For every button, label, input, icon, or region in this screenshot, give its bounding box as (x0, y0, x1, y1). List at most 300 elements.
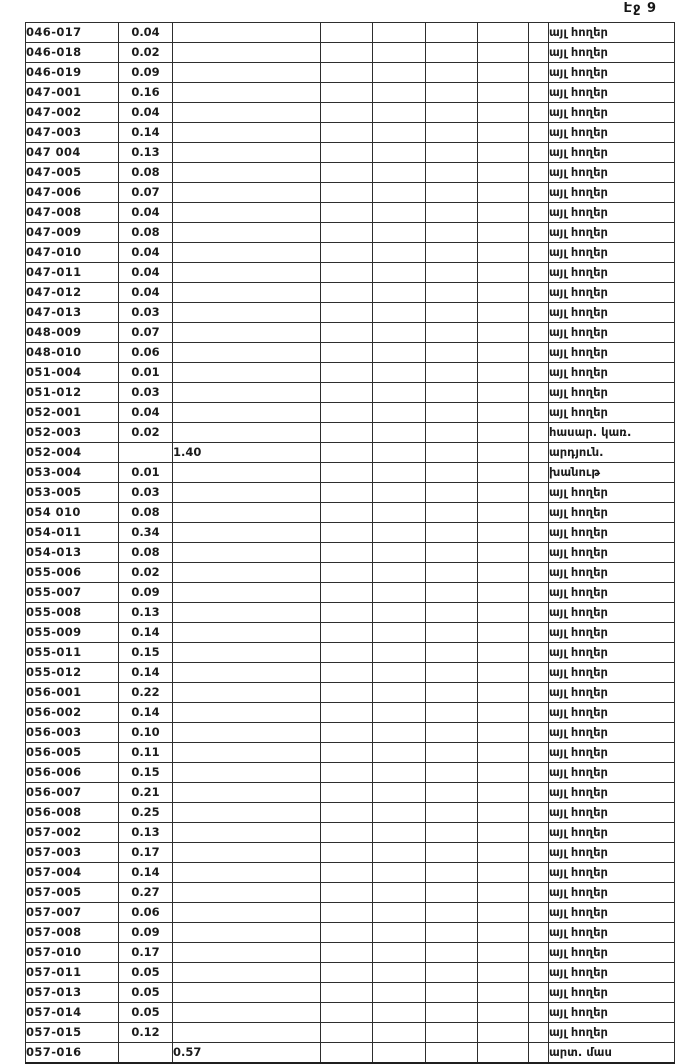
parcel-code-cell: 057-008 (26, 923, 119, 943)
table-row (26, 863, 675, 883)
area2-value-cell (173, 503, 321, 523)
empty-cell (426, 63, 478, 83)
empty-cell (321, 323, 373, 343)
area2-value-cell (173, 43, 321, 63)
empty-cell (321, 983, 373, 1003)
empty-cell (478, 203, 529, 223)
area2-value-cell (173, 463, 321, 483)
empty-cell (478, 463, 529, 483)
empty-cell (478, 23, 529, 43)
empty-cell (478, 283, 529, 303)
empty-cell (478, 623, 529, 643)
empty-cell (373, 623, 426, 643)
area2-value-cell (173, 1003, 321, 1023)
land-use-cell: այլ հողեր (549, 663, 675, 683)
empty-cell (529, 503, 549, 523)
empty-cell (426, 603, 478, 623)
empty-cell (529, 923, 549, 943)
land-use-cell: այլ հողեր (549, 563, 675, 583)
empty-cell (321, 643, 373, 663)
land-use-cell: այլ հողեր (549, 963, 675, 983)
parcel-code-cell: 047-010 (26, 243, 119, 263)
empty-cell (321, 803, 373, 823)
parcel-code-cell: 048-009 (26, 323, 119, 343)
area2-value-cell (173, 163, 321, 183)
empty-cell (373, 923, 426, 943)
empty-cell (373, 43, 426, 63)
empty-cell (478, 523, 529, 543)
area2-value-cell (173, 183, 321, 203)
land-use-cell: այլ հողեր (549, 523, 675, 543)
area2-value-cell (173, 823, 321, 843)
area2-value-cell (173, 123, 321, 143)
area2-value-cell (173, 363, 321, 383)
land-use-cell: այլ հողեր (549, 583, 675, 603)
empty-cell (373, 763, 426, 783)
table-row (26, 803, 675, 823)
empty-cell (426, 143, 478, 163)
area-value-cell: 0.15 (119, 763, 173, 783)
area2-value-cell (173, 283, 321, 303)
area2-value-cell (173, 603, 321, 623)
area2-value-cell (173, 623, 321, 643)
empty-cell (321, 683, 373, 703)
empty-cell (373, 23, 426, 43)
empty-cell (478, 903, 529, 923)
land-use-cell: այլ հողեր (549, 543, 675, 563)
area2-value-cell (173, 883, 321, 903)
area-value-cell: 0.25 (119, 803, 173, 823)
table-row (26, 163, 675, 183)
empty-cell (321, 743, 373, 763)
table-row (26, 823, 675, 843)
empty-cell (321, 483, 373, 503)
empty-cell (373, 343, 426, 363)
empty-cell (373, 583, 426, 603)
land-use-cell: այլ հողեր (549, 843, 675, 863)
empty-cell (426, 863, 478, 883)
area2-value-cell (173, 303, 321, 323)
table-row (26, 463, 675, 483)
table-row (26, 243, 675, 263)
empty-cell (373, 143, 426, 163)
empty-cell (373, 563, 426, 583)
empty-cell (321, 243, 373, 263)
table-row (26, 603, 675, 623)
table-row (26, 43, 675, 63)
empty-cell (478, 683, 529, 703)
land-use-cell: այլ հողեր (549, 783, 675, 803)
area-value-cell (119, 443, 173, 463)
empty-cell (373, 903, 426, 923)
land-use-cell: արտ. մաս (549, 1043, 675, 1064)
empty-cell (321, 1023, 373, 1043)
table-row (26, 643, 675, 663)
empty-cell (426, 723, 478, 743)
empty-cell (426, 643, 478, 663)
land-use-cell: այլ հողեր (549, 223, 675, 243)
empty-cell (529, 543, 549, 563)
empty-cell (426, 283, 478, 303)
area2-value-cell: 1.40 (173, 443, 321, 463)
land-use-cell: այլ հողեր (549, 323, 675, 343)
empty-cell (426, 23, 478, 43)
parcel-code-cell: 056-008 (26, 803, 119, 823)
empty-cell (478, 703, 529, 723)
parcel-code-cell: 057-011 (26, 963, 119, 983)
empty-cell (426, 963, 478, 983)
empty-cell (529, 123, 549, 143)
empty-cell (426, 943, 478, 963)
empty-cell (478, 303, 529, 323)
land-use-cell: այլ հողեր (549, 103, 675, 123)
table-row (26, 303, 675, 323)
area-value-cell: 0.34 (119, 523, 173, 543)
empty-cell (321, 523, 373, 543)
area-value-cell: 0.14 (119, 663, 173, 683)
table-row (26, 663, 675, 683)
empty-cell (321, 703, 373, 723)
area2-value-cell (173, 643, 321, 663)
area2-value-cell (173, 543, 321, 563)
parcel-code-cell: 047-003 (26, 123, 119, 143)
parcel-code-cell: 052-004 (26, 443, 119, 463)
empty-cell (321, 143, 373, 163)
empty-cell (373, 543, 426, 563)
table-row (26, 63, 675, 83)
area-value-cell: 0.08 (119, 503, 173, 523)
empty-cell (321, 1043, 373, 1064)
empty-cell (478, 483, 529, 503)
land-use-cell: այլ հողեր (549, 863, 675, 883)
empty-cell (478, 1003, 529, 1023)
area-value-cell: 0.05 (119, 1003, 173, 1023)
area-value-cell: 0.06 (119, 903, 173, 923)
empty-cell (478, 123, 529, 143)
empty-cell (426, 503, 478, 523)
table-row (26, 363, 675, 383)
empty-cell (321, 843, 373, 863)
area2-value-cell (173, 343, 321, 363)
empty-cell (321, 83, 373, 103)
parcel-code-cell: 055-012 (26, 663, 119, 683)
empty-cell (321, 203, 373, 223)
land-use-cell: այլ հողեր (549, 503, 675, 523)
empty-cell (321, 1003, 373, 1023)
table-row (26, 943, 675, 963)
empty-cell (373, 743, 426, 763)
empty-cell (373, 1003, 426, 1023)
parcel-code-cell: 055-008 (26, 603, 119, 623)
empty-cell (321, 363, 373, 383)
land-use-cell: այլ հողեր (549, 283, 675, 303)
empty-cell (529, 603, 549, 623)
empty-cell (478, 343, 529, 363)
empty-cell (373, 683, 426, 703)
parcel-code-cell: 047-001 (26, 83, 119, 103)
empty-cell (478, 243, 529, 263)
empty-cell (321, 443, 373, 463)
table-row (26, 1043, 675, 1064)
parcel-code-cell: 046-018 (26, 43, 119, 63)
parcel-code-cell: 057-015 (26, 1023, 119, 1043)
area-value-cell: 0.13 (119, 823, 173, 843)
empty-cell (529, 463, 549, 483)
table-row (26, 403, 675, 423)
empty-cell (426, 363, 478, 383)
area2-value-cell (173, 923, 321, 943)
empty-cell (478, 43, 529, 63)
area-value-cell: 0.03 (119, 383, 173, 403)
parcel-code-cell: 052-001 (26, 403, 119, 423)
empty-cell (478, 663, 529, 683)
table-row (26, 283, 675, 303)
area2-value-cell (173, 203, 321, 223)
parcel-code-cell: 047-005 (26, 163, 119, 183)
empty-cell (478, 603, 529, 623)
empty-cell (478, 743, 529, 763)
land-use-cell: այլ հողեր (549, 63, 675, 83)
empty-cell (373, 723, 426, 743)
table-row (26, 743, 675, 763)
empty-cell (426, 543, 478, 563)
empty-cell (321, 763, 373, 783)
area2-value-cell (173, 243, 321, 263)
area-value-cell: 0.03 (119, 483, 173, 503)
land-use-cell: այլ հողեր (549, 643, 675, 663)
empty-cell (321, 463, 373, 483)
land-use-cell: այլ հողեր (549, 823, 675, 843)
parcel-code-cell: 047-012 (26, 283, 119, 303)
empty-cell (373, 943, 426, 963)
empty-cell (426, 903, 478, 923)
empty-cell (478, 163, 529, 183)
empty-cell (373, 383, 426, 403)
empty-cell (529, 643, 549, 663)
area-value-cell: 0.21 (119, 783, 173, 803)
land-parcels-table (25, 22, 675, 1064)
empty-cell (373, 283, 426, 303)
empty-cell (321, 383, 373, 403)
land-use-cell: այլ հողեր (549, 83, 675, 103)
empty-cell (478, 643, 529, 663)
land-use-cell: այլ հողեր (549, 163, 675, 183)
area2-value-cell (173, 83, 321, 103)
empty-cell (529, 303, 549, 323)
land-use-cell: այլ հողեր (549, 383, 675, 403)
table-row (26, 1023, 675, 1043)
empty-cell (426, 583, 478, 603)
empty-cell (478, 263, 529, 283)
area2-value-cell (173, 803, 321, 823)
empty-cell (426, 623, 478, 643)
area-value-cell: 0.12 (119, 1023, 173, 1043)
empty-cell (478, 863, 529, 883)
land-use-cell: այլ հողեր (549, 883, 675, 903)
empty-cell (529, 443, 549, 463)
empty-cell (373, 303, 426, 323)
empty-cell (373, 243, 426, 263)
parcel-code-cell: 055-006 (26, 563, 119, 583)
table-row (26, 723, 675, 743)
area2-value-cell (173, 903, 321, 923)
land-use-cell: այլ հողեր (549, 723, 675, 743)
empty-cell (529, 863, 549, 883)
parcel-code-cell: 057-004 (26, 863, 119, 883)
area2-value-cell (173, 983, 321, 1003)
land-use-cell: այլ հողեր (549, 703, 675, 723)
empty-cell (529, 1043, 549, 1064)
empty-cell (373, 443, 426, 463)
area2-value-cell (173, 663, 321, 683)
area2-value-cell (173, 323, 321, 343)
empty-cell (373, 963, 426, 983)
empty-cell (478, 763, 529, 783)
empty-cell (529, 783, 549, 803)
empty-cell (373, 83, 426, 103)
empty-cell (321, 343, 373, 363)
parcel-code-cell: 046-019 (26, 63, 119, 83)
empty-cell (529, 143, 549, 163)
parcel-code-cell: 055-007 (26, 583, 119, 603)
table-row (26, 503, 675, 523)
empty-cell (321, 263, 373, 283)
empty-cell (426, 403, 478, 423)
empty-cell (373, 603, 426, 623)
area-value-cell: 0.13 (119, 603, 173, 623)
empty-cell (426, 463, 478, 483)
empty-cell (373, 223, 426, 243)
table-row (26, 103, 675, 123)
empty-cell (529, 223, 549, 243)
area-value-cell: 0.10 (119, 723, 173, 743)
empty-cell (321, 723, 373, 743)
empty-cell (426, 743, 478, 763)
parcel-code-cell: 047-006 (26, 183, 119, 203)
empty-cell (321, 783, 373, 803)
empty-cell (321, 543, 373, 563)
land-use-cell: այլ հողեր (549, 943, 675, 963)
area-value-cell: 0.07 (119, 323, 173, 343)
empty-cell (529, 483, 549, 503)
empty-cell (426, 263, 478, 283)
parcel-code-cell: 052-003 (26, 423, 119, 443)
parcel-code-cell: 053-005 (26, 483, 119, 503)
empty-cell (478, 183, 529, 203)
empty-cell (373, 163, 426, 183)
empty-cell (529, 963, 549, 983)
empty-cell (426, 103, 478, 123)
area-value-cell: 0.02 (119, 563, 173, 583)
empty-cell (529, 403, 549, 423)
empty-cell (321, 663, 373, 683)
empty-cell (426, 203, 478, 223)
empty-cell (426, 783, 478, 803)
area-value-cell: 0.06 (119, 343, 173, 363)
table-row (26, 1003, 675, 1023)
area-value-cell: 0.09 (119, 923, 173, 943)
area-value-cell: 0.08 (119, 163, 173, 183)
empty-cell (321, 863, 373, 883)
empty-cell (321, 623, 373, 643)
land-use-cell: այլ հողեր (549, 1003, 675, 1023)
empty-cell (321, 403, 373, 423)
empty-cell (426, 383, 478, 403)
empty-cell (529, 943, 549, 963)
empty-cell (529, 803, 549, 823)
empty-cell (529, 763, 549, 783)
table-row (26, 883, 675, 903)
empty-cell (321, 583, 373, 603)
empty-cell (321, 183, 373, 203)
parcel-code-cell: 047-008 (26, 203, 119, 223)
empty-cell (426, 43, 478, 63)
empty-cell (478, 1043, 529, 1064)
table-row (26, 783, 675, 803)
empty-cell (478, 1023, 529, 1043)
parcel-code-cell: 056-007 (26, 783, 119, 803)
empty-cell (529, 563, 549, 583)
land-use-cell: այլ հողեր (549, 403, 675, 423)
parcel-code-cell: 047-011 (26, 263, 119, 283)
area2-value-cell (173, 763, 321, 783)
empty-cell (529, 663, 549, 683)
parcel-code-cell: 051-012 (26, 383, 119, 403)
empty-cell (529, 163, 549, 183)
empty-cell (426, 163, 478, 183)
empty-cell (373, 263, 426, 283)
empty-cell (478, 583, 529, 603)
area2-value-cell (173, 483, 321, 503)
parcel-code-cell: 057-016 (26, 1043, 119, 1064)
area-value-cell: 0.09 (119, 583, 173, 603)
area-value-cell: 0.14 (119, 123, 173, 143)
empty-cell (478, 823, 529, 843)
page-number: Էջ 9 (623, 1, 657, 16)
empty-cell (478, 843, 529, 863)
parcel-code-cell: 057-003 (26, 843, 119, 863)
area-value-cell: 0.16 (119, 83, 173, 103)
area2-value-cell (173, 223, 321, 243)
empty-cell (529, 583, 549, 603)
empty-cell (478, 783, 529, 803)
parcel-code-cell: 046-017 (26, 23, 119, 43)
empty-cell (426, 663, 478, 683)
land-use-cell: խանութ (549, 463, 675, 483)
empty-cell (373, 823, 426, 843)
empty-cell (373, 503, 426, 523)
table-row (26, 83, 675, 103)
area-value-cell: 0.01 (119, 463, 173, 483)
empty-cell (373, 843, 426, 863)
empty-cell (321, 43, 373, 63)
empty-cell (478, 143, 529, 163)
parcel-code-cell: 056-001 (26, 683, 119, 703)
empty-cell (478, 223, 529, 243)
empty-cell (529, 243, 549, 263)
parcel-code-cell: 047-013 (26, 303, 119, 323)
area2-value-cell (173, 63, 321, 83)
empty-cell (373, 403, 426, 423)
empty-cell (426, 443, 478, 463)
area2-value-cell (173, 843, 321, 863)
empty-cell (529, 683, 549, 703)
empty-cell (373, 183, 426, 203)
table-row (26, 443, 675, 463)
area-value-cell (119, 1043, 173, 1064)
land-use-cell: այլ հողեր (549, 803, 675, 823)
empty-cell (478, 983, 529, 1003)
